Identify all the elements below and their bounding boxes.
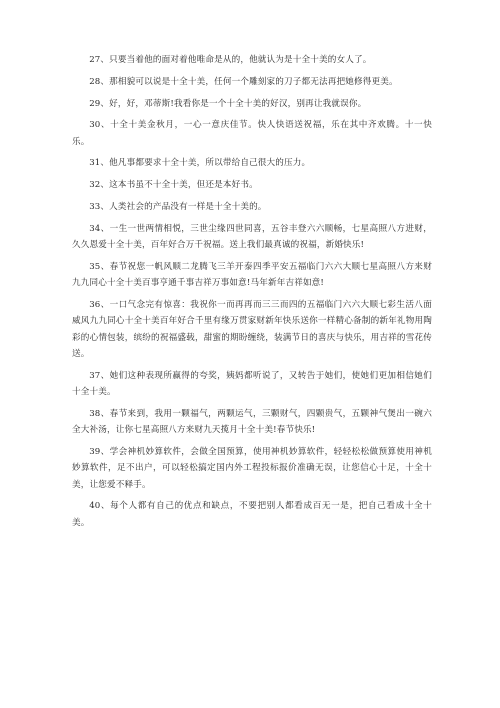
list-item: 40、每个人都有自己的优点和缺点，不要把别人都看成百无一是，把自己看成十全十美。 — [72, 501, 432, 528]
list-item: 35、春节祝您一帆风顺二龙腾飞三羊开泰四季平安五福临门六六大顺七星高照八方来财九九同心十全十美百事亨通千事吉祥万事如意!马年新年吉祥如意! — [72, 261, 432, 289]
list-item: 36、一口气念完有惊喜：我祝你一而再再而三三而四的五福临门六六大顺七彩生活八面威风九九同心十全十美百年好合千里有缘万贯家财新年快乐送你一样精心备制的新年礼物用陶彩的心情包装，缤纷的祝福盛载，甜蜜的期盼缠绕，装满节日的喜庆与快乐，用吉祥的雪花传送。 — [72, 300, 432, 359]
list-item: 39、学会神机妙算软件，会做全国预算，使用神机妙算软件，轻轻松松做预算使用神机妙算软件，足不出户，可以轻松搞定国内外工程投标报价准确无误，让您信心十足，十全十美，让您爱不释手。 — [72, 446, 432, 490]
list-item: 30、十全十美金秋月，一心一意庆佳节。快人快语送祝福，乐在其中齐欢腾。十一快乐。 — [72, 120, 432, 147]
list-item: 37、她们这种表现所赢得的夸奖，姨妈都听说了，又转告于她们，使她们更加相信她们十全十美。 — [72, 370, 432, 398]
list-item: 34、一生一世两情相悦，三世尘缘四世同喜，五谷丰登六六顺畅，七星高照八方进财，久久恩爱十全十美，百年好合万千祝福。送上我们最真诚的祝福，新婚快乐! — [72, 223, 432, 251]
list-item: 38、春节来到，我用一颗福气，两颗运气，三颗财气，四颗贵气，五颗神气煲出一碗六全大补汤，让你七星高照八方来财九天揽月十全十美!春节快乐! — [72, 408, 432, 436]
list-item: 31、他凡事都要求十全十美，所以带给自己很大的压力。 — [89, 158, 311, 169]
list-item: 29、好，好，邓蒂斯!我看你是一个十全十美的好汉，别再让我就误你。 — [89, 98, 367, 109]
list-item: 28、那相貌可以说是十全十美，任何一个雕刻家的刀子都无法再把她修得更美。 — [89, 76, 398, 87]
document-body — [72, 52, 432, 536]
list-item: 32、这本书虽不十全十美，但还是本好书。 — [89, 180, 258, 191]
list-item: 33、人类社会的产品没有一样是十全十美的。 — [89, 202, 267, 213]
list-item: 27、只要当着他的面对着他唯命是从的，他就认为是十全十美的女人了。 — [89, 55, 372, 65]
